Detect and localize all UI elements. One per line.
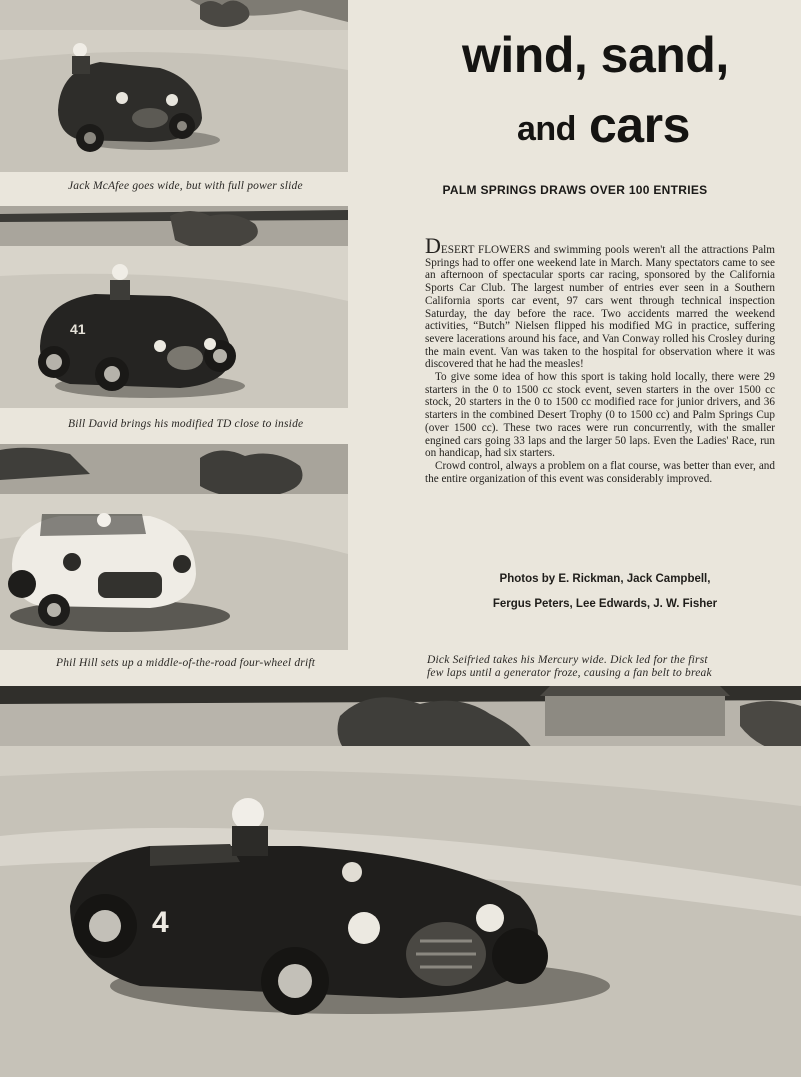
- dropcap: D: [425, 233, 441, 258]
- caption-photo-4-line-1: Dick Seifried takes his Mercury wide. Dick led for the first: [427, 654, 708, 666]
- car-number-4: 4: [152, 906, 169, 939]
- caption-photo-4-line-2: few laps until a generator froze, causing a fan belt to break: [427, 667, 712, 679]
- car-number-41: 41: [70, 321, 86, 337]
- headline-and: and: [517, 110, 576, 148]
- photo-bill-david: [0, 206, 348, 408]
- photo-1-illustration: [0, 0, 348, 172]
- photo-4-illustration: [0, 686, 801, 1077]
- article-paragraph-2: To give some idea of how this sport is taking hold locally, there were 29 starters in the 0 to 1500 cc stock event, seven starters in the over 1500 cc stock, 20 starters in the 0 to 1500 cc modified race for junior drivers, and 36 starters in the combined Desert Trophy (0 to 1500 cc) and Palm Springs Cup (over 1500 cc). These two races were run concurrently, with the smaller engined cars going 33 laps and the larger 50 laps. Even the Ladies' Race, run on handicap, had six starters.: [425, 371, 775, 460]
- caption-photo-3: Phil Hill sets up a middle-of-the-road four-wheel drift: [56, 657, 316, 669]
- photo-phil-hill: [0, 444, 348, 650]
- article-paragraph-1: [425, 233, 775, 371]
- article-body: [425, 233, 775, 485]
- article-paragraph-3: Crowd control, always a problem on a flat course, was better than ever, and the entire organization of this event was considerably improved.: [425, 459, 775, 485]
- caption-photo-2: Bill David brings his modified TD close to inside: [68, 418, 304, 430]
- headline-cars: cars: [589, 97, 690, 153]
- photo-credits-line-1: Photos by E. Rickman, Jack Campbell,: [499, 573, 711, 585]
- article-paragraph-1-text: and swimming pools weren't all the attractions Palm Springs had to offer one weekend late in March. Many spectators came to see an afternoon of spectacular sports car racing, sponsored by the California Sports Car Club. The largest number of entries ever seen in a Southern California sports car event, 97 cars went through technical inspection Saturday, the day before the race. Two accidents marred the weekend activities, “Butch” Nielsen flipped his modified MG in practice, suffering severe lacerations around his face, and Van Conway rolled his Crosley during the main event. Van was taken to the hospital for observation where it was discovered that he had the measles!: [425, 244, 775, 371]
- headline-line-1: wind, sand,: [462, 27, 729, 83]
- subheadline: PALM SPRINGS DRAWS OVER 100 ENTRIES: [442, 183, 708, 197]
- photo-credits-line-2: Fergus Peters, Lee Edwards, J. W. Fisher: [492, 598, 718, 610]
- photo-3-illustration: [0, 444, 348, 650]
- photo-jack-mcafee: [0, 0, 348, 172]
- caption-photo-1: Jack McAfee goes wide, but with full power slide: [68, 180, 303, 192]
- article-lead: ESERT FLOWERS: [440, 244, 531, 256]
- photo-2-illustration: [0, 206, 348, 408]
- photo-dick-seifried: [0, 686, 801, 1077]
